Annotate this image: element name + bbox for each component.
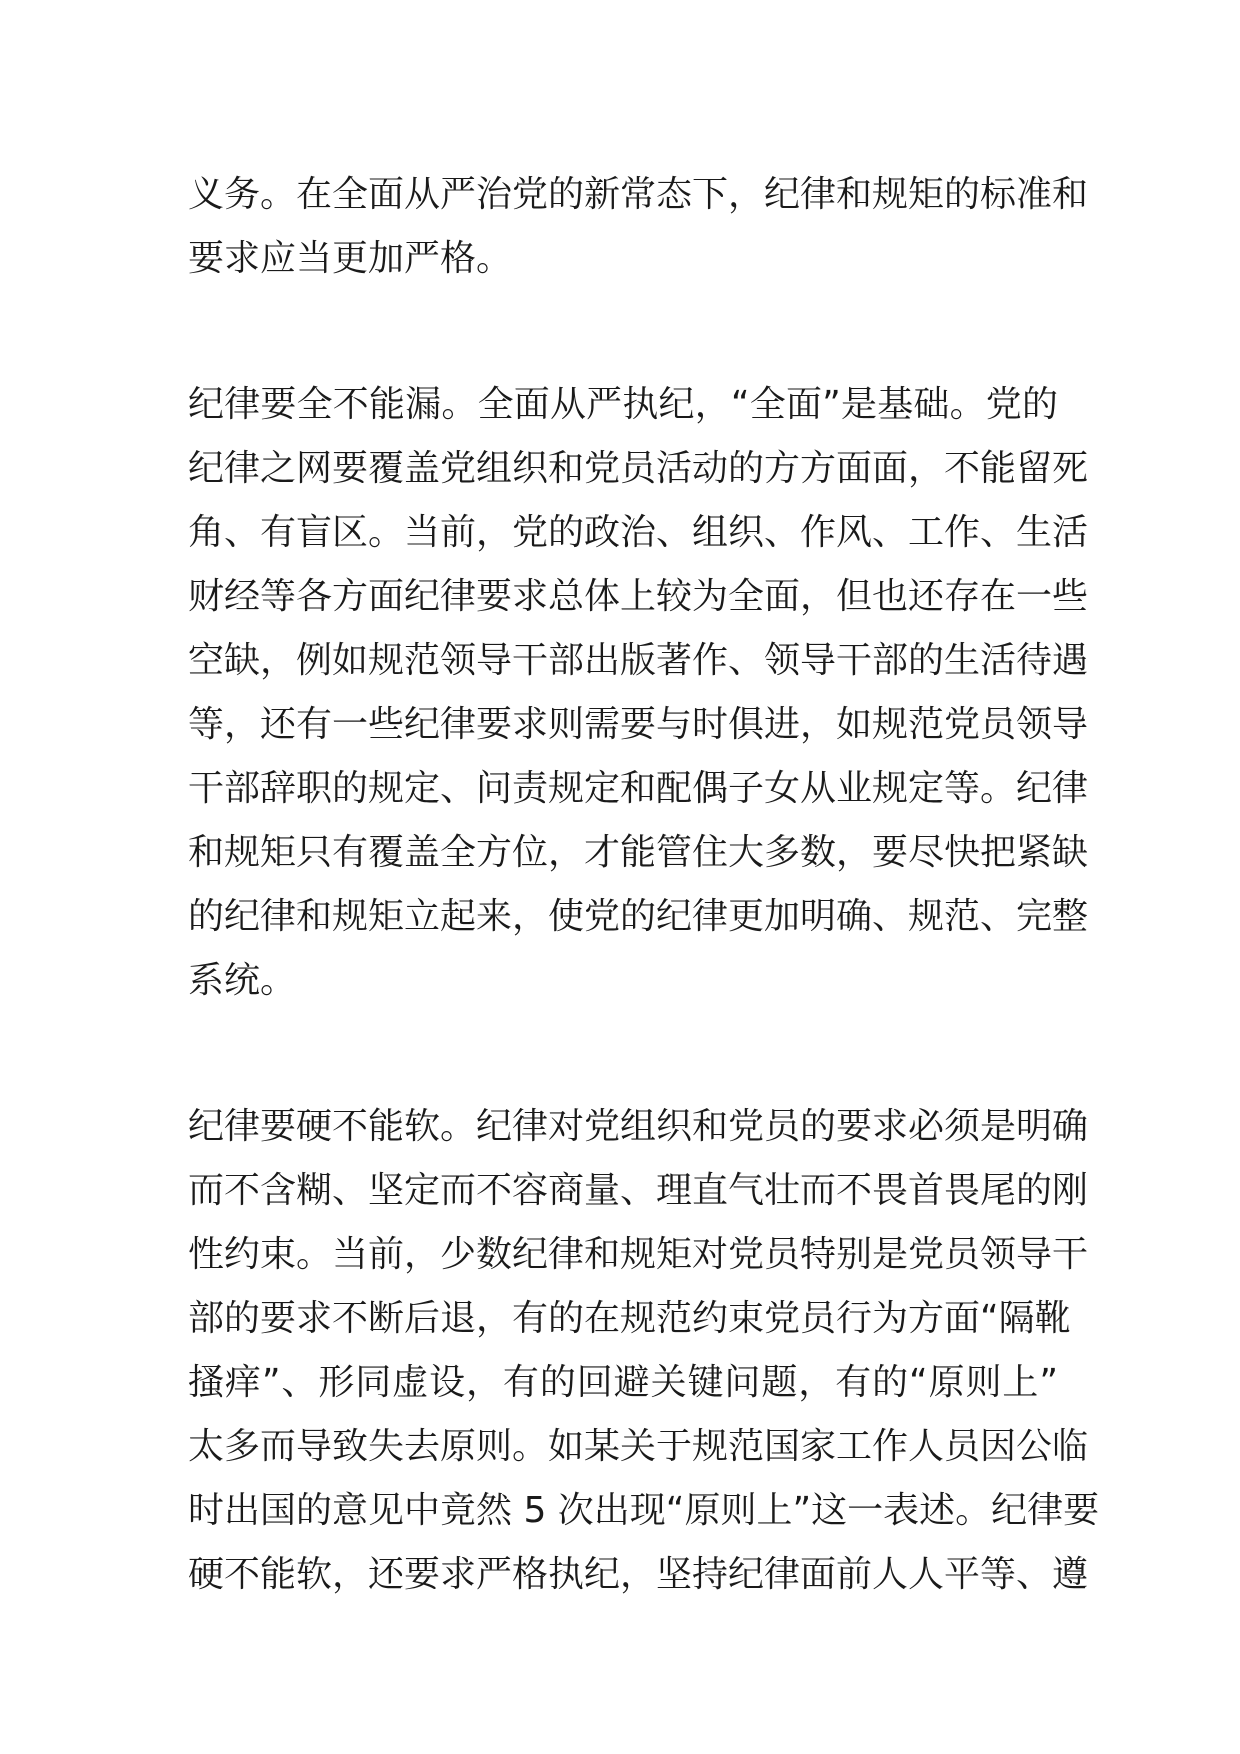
text-line: 要求应当更加严格。 (188, 238, 513, 279)
text-line: 而不含糊、坚定而不容商量、理直气壮而不畏首畏尾的刚 (188, 1170, 1089, 1211)
paragraph-2 (188, 373, 1089, 1013)
text-line: 的纪律和规矩立起来，使党的纪律更加明确、规范、完整 (188, 896, 1089, 937)
document-body (188, 163, 1100, 1607)
text-line: 纪律要全不能漏。全面从严执纪，“全面”是基础。党的 (188, 384, 1058, 425)
text-line: 搔痒”、形同虚设，有的回避关键问题，有的“原则上” (188, 1362, 1058, 1403)
paragraph-1 (188, 163, 1089, 291)
text-line: 空缺，例如规范领导干部出版著作、领导干部的生活待遇 (188, 640, 1089, 681)
text-line: 纪律要硬不能软。纪律对党组织和党员的要求必须是明确 (188, 1106, 1089, 1147)
text-line: 财经等各方面纪律要求总体上较为全面，但也还存在一些 (188, 576, 1089, 617)
text-line: 和规矩只有覆盖全方位，才能管住大多数，要尽快把紧缺 (188, 832, 1089, 873)
text-line: 纪律之网要覆盖党组织和党员活动的方方面面，不能留死 (188, 448, 1089, 489)
text-line: 性约束。当前，少数纪律和规矩对党员特别是党员领导干 (188, 1234, 1089, 1275)
text-line: 干部辞职的规定、问责规定和配偶子女从业规定等。纪律 (188, 768, 1089, 809)
paragraph-3 (188, 1095, 1100, 1607)
text-line: 等，还有一些纪律要求则需要与时俱进，如规范党员领导 (188, 704, 1089, 745)
text-line: 部的要求不断后退，有的在规范约束党员行为方面“隔靴 (188, 1298, 1071, 1339)
text-line: 太多而导致失去原则。如某关于规范国家工作人员因公临 (188, 1426, 1089, 1467)
text-line: 系统。 (188, 960, 297, 1001)
text-line: 角、有盲区。当前，党的政治、组织、作风、工作、生活 (188, 512, 1089, 553)
text-line: 时出国的意见中竟然 5 次出现“原则上”这一表述。纪律要 (188, 1490, 1100, 1531)
text-line: 硬不能软，还要求严格执纪，坚持纪律面前人人平等、遵 (188, 1554, 1089, 1595)
text-line: 义务。在全面从严治党的新常态下，纪律和规矩的标准和 (188, 174, 1089, 215)
